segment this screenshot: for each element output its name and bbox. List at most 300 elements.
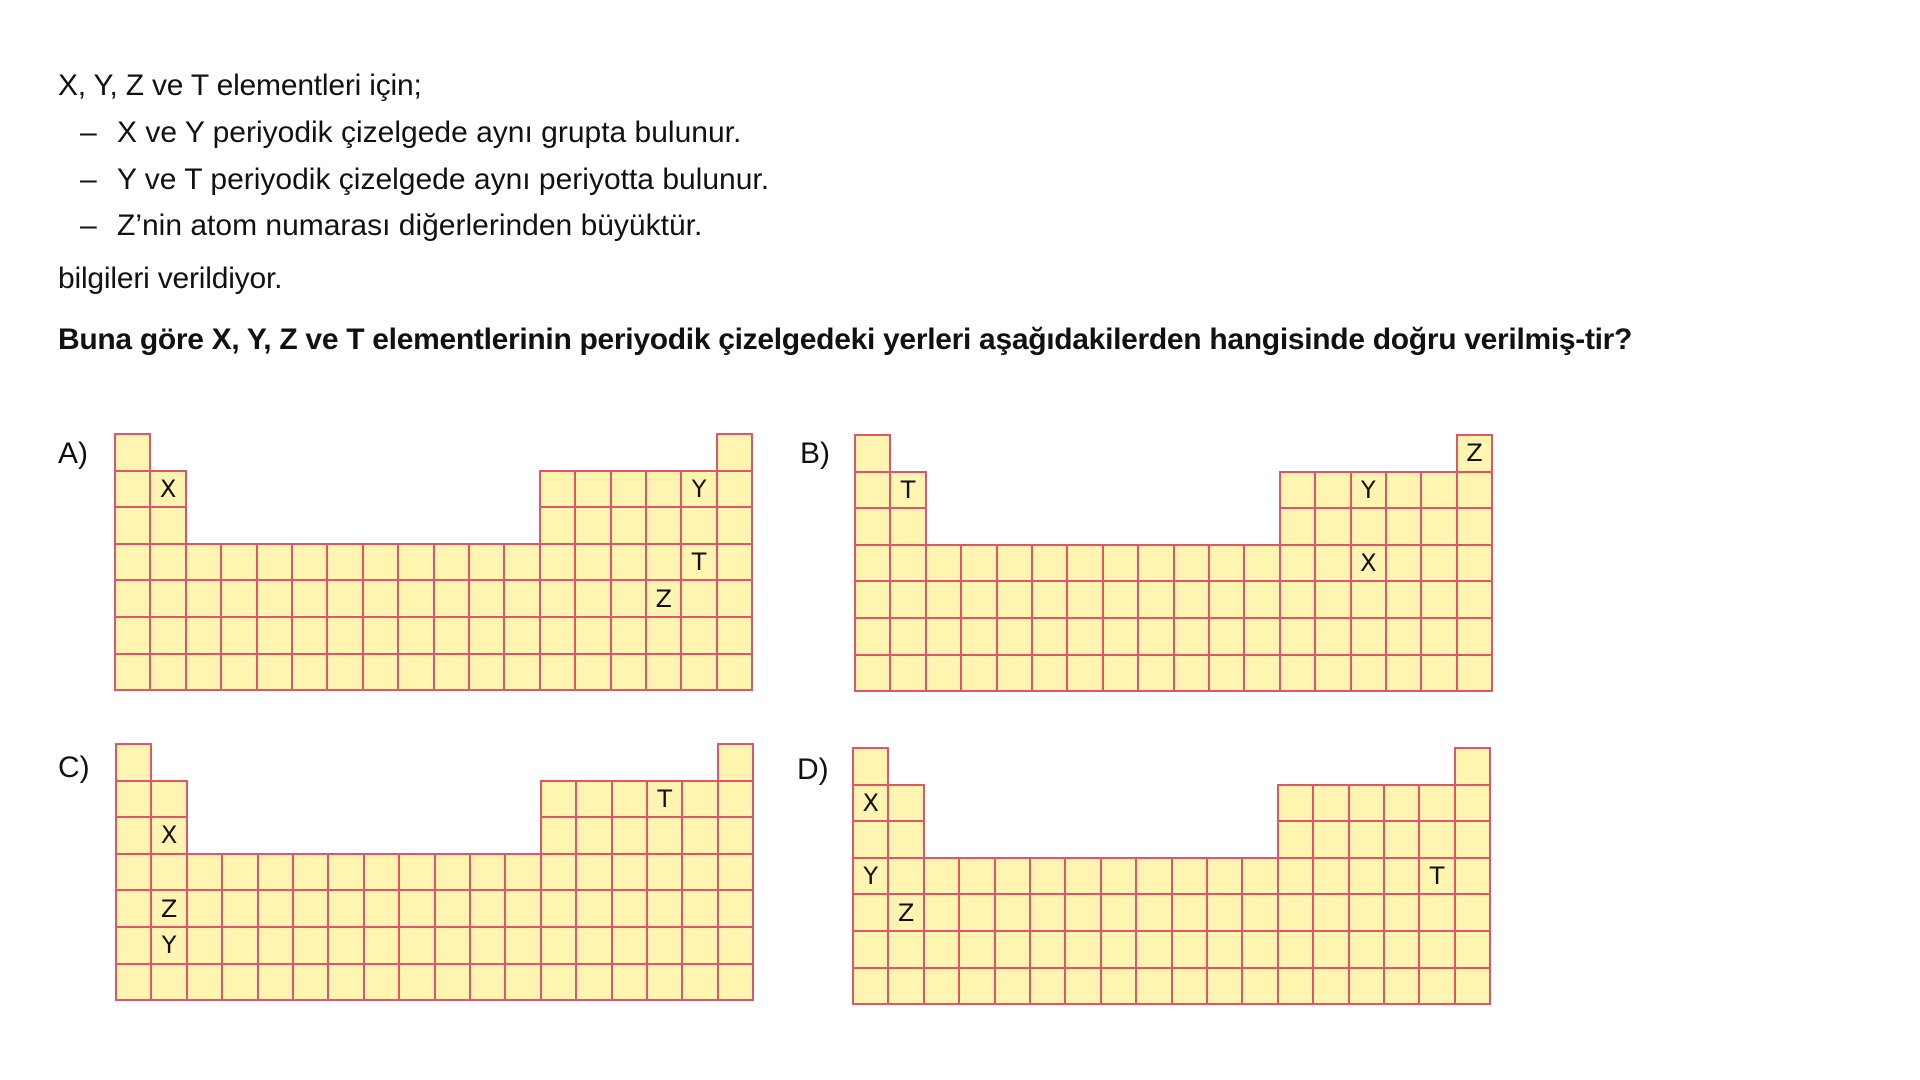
table-cell [1277,820,1314,859]
table-cell [1066,580,1103,619]
table-cell [469,853,506,892]
table-cell [1064,893,1101,932]
table-cell [1206,893,1243,932]
table-cell [575,780,612,819]
table-cell [1420,580,1457,619]
table-cell [1100,857,1137,896]
table-cell [854,507,891,546]
table-cell [852,820,889,859]
periodic-table-option-d[interactable] [853,748,1490,1004]
dash-bullet: – [80,116,97,149]
table-cell [1279,544,1316,583]
table-cell [1454,893,1491,932]
table-cell [960,580,997,619]
table-cell [1031,654,1068,693]
table-cell [610,579,647,618]
table-cell [1314,580,1351,619]
table-cell [326,653,363,692]
table-cell [1348,893,1385,932]
table-cell [1454,820,1491,859]
table-cell [889,654,926,693]
table-cell [1137,544,1174,583]
dash-bullet: – [80,163,97,196]
table-cell [610,543,647,582]
table-cell [1312,820,1349,859]
table-cell [681,889,718,928]
table-cell [1348,820,1385,859]
element-cell-y: Y [1350,471,1387,510]
table-cell [503,579,540,618]
table-cell [1314,507,1351,546]
table-cell [1383,857,1420,896]
table-cell [854,654,891,693]
table-cell [1066,617,1103,656]
dash-bullet: – [80,209,97,242]
table-cell [1383,893,1420,932]
table-cell [958,930,995,969]
table-cell [1385,507,1422,546]
table-cell [1135,967,1172,1006]
table-cell [1312,893,1349,932]
table-cell [1312,784,1349,823]
table-cell [468,616,505,655]
table-cell [852,930,889,969]
element-cell-x: X [852,784,889,823]
periodic-table-option-a[interactable] [115,434,752,690]
table-cell [114,653,151,692]
table-cell [221,963,258,1002]
table-cell [1456,654,1493,693]
table-cell [994,930,1031,969]
table-cell [925,580,962,619]
table-cell [680,616,717,655]
table-cell [398,853,435,892]
table-cell [889,580,926,619]
table-cell [150,853,187,892]
element-cell-y: Y [150,926,187,965]
table-cell [149,506,186,545]
table-cell [504,926,541,965]
table-cell [504,853,541,892]
table-cell [540,780,577,819]
table-cell [1208,580,1245,619]
table-cell [1135,930,1172,969]
table-cell [1277,784,1314,823]
table-cell [433,616,470,655]
table-cell [434,853,471,892]
table-cell [539,579,576,618]
table-cell [1383,820,1420,859]
table-cell [887,820,924,859]
table-cell [854,471,891,510]
table-cell [1420,544,1457,583]
table-cell [1348,967,1385,1006]
table-cell [1314,471,1351,510]
table-cell [1350,507,1387,546]
table-cell [539,470,576,509]
table-cell [1066,544,1103,583]
element-cell-z: Z [1456,434,1493,473]
table-cell [1102,617,1139,656]
table-cell [1385,654,1422,693]
table-cell [397,543,434,582]
table-cell [717,816,754,855]
table-cell [1279,507,1316,546]
table-cell [291,579,328,618]
option-label-c[interactable]: C) [58,751,90,784]
table-cell [1029,857,1066,896]
table-cell [717,963,754,1002]
table-cell [717,889,754,928]
table-cell [327,889,364,928]
table-cell [1064,857,1101,896]
table-cell [1173,617,1210,656]
table-cell [854,434,891,473]
table-cell [716,506,753,545]
table-cell [1206,930,1243,969]
table-cell [646,889,683,928]
table-cell [887,784,924,823]
table-cell [1418,967,1455,1006]
table-cell [854,544,891,583]
table-cell [256,616,293,655]
table-cell [1066,654,1103,693]
table-cell [540,853,577,892]
table-cell [1241,967,1278,1006]
element-cell-z: Z [150,889,187,928]
table-cell [115,889,152,928]
table-cell [852,893,889,932]
table-cell [1383,930,1420,969]
element-cell-x: X [150,816,187,855]
table-cell [681,780,718,819]
table-cell [994,857,1031,896]
table-cell [149,616,186,655]
table-cell [1029,930,1066,969]
table-cell [256,653,293,692]
table-cell [256,579,293,618]
table-cell [854,580,891,619]
table-cell [114,543,151,582]
table-cell [185,653,222,692]
table-cell [539,543,576,582]
table-cell [717,743,754,782]
table-cell [1279,654,1316,693]
table-cell [1100,893,1137,932]
table-cell [645,470,682,509]
table-cell [994,967,1031,1006]
element-cell-z: Z [645,579,682,618]
table-cell [996,580,1033,619]
table-cell [610,616,647,655]
table-cell [115,816,152,855]
table-cell [717,780,754,819]
table-cell [958,967,995,1006]
table-cell [1208,544,1245,583]
table-cell [1277,967,1314,1006]
table-cell [539,506,576,545]
question-prompt: Buna göre X, Y, Z ve T elementlerinin periyodik çizelgedeki yerleri aşağıdakilerden hangisinde doğru verilmiş-tir? [58,323,1633,356]
element-cell-t: T [1418,857,1455,896]
table-cell [1312,967,1349,1006]
table-cell [1137,654,1174,693]
table-cell [468,543,505,582]
table-cell [574,653,611,692]
table-cell [1350,617,1387,656]
table-cell [923,930,960,969]
table-cell [681,926,718,965]
table-cell [1418,893,1455,932]
table-cell [646,853,683,892]
table-cell [186,926,223,965]
table-cell [925,654,962,693]
option-label-b[interactable]: B) [800,437,830,470]
table-cell [1456,507,1493,546]
table-cell [1064,930,1101,969]
element-cell-t: T [680,543,717,582]
table-cell [1314,654,1351,693]
table-cell [681,853,718,892]
element-cell-t: T [889,471,926,510]
table-cell [540,926,577,965]
table-cell [1241,857,1278,896]
table-cell [1418,820,1455,859]
table-cell [852,747,889,786]
table-cell [1385,580,1422,619]
table-cell [575,853,612,892]
table-cell [1383,967,1420,1006]
table-cell [1385,617,1422,656]
table-cell [575,889,612,928]
table-cell [1454,930,1491,969]
table-cell [681,963,718,1002]
table-cell [539,616,576,655]
table-cell [610,470,647,509]
table-cell [1456,617,1493,656]
table-cell [292,926,329,965]
table-cell [1173,580,1210,619]
table-cell [960,617,997,656]
table-cell [1312,930,1349,969]
table-cell [1312,857,1349,896]
table-cell [1102,580,1139,619]
table-cell [645,653,682,692]
table-cell [716,433,753,472]
table-cell [889,544,926,583]
table-cell [716,543,753,582]
table-cell [887,857,924,896]
table-cell [923,967,960,1006]
table-cell [1243,617,1280,656]
table-cell [540,889,577,928]
table-cell [363,889,400,928]
table-cell [327,926,364,965]
table-cell [1314,544,1351,583]
table-cell [611,963,648,1002]
table-cell [434,963,471,1002]
table-cell [221,889,258,928]
table-cell [1279,580,1316,619]
table-cell [1420,617,1457,656]
table-cell [645,543,682,582]
table-cell [1383,784,1420,823]
table-cell [716,470,753,509]
table-cell [1137,580,1174,619]
table-cell [1277,857,1314,896]
table-cell [362,653,399,692]
table-cell [433,653,470,692]
periodic-table-option-b[interactable] [855,435,1492,691]
table-cell [1173,544,1210,583]
table-cell [220,616,257,655]
table-cell [1350,580,1387,619]
option-label-d[interactable]: D) [797,753,829,786]
table-cell [889,507,926,546]
table-cell [923,857,960,896]
table-cell [1454,857,1491,896]
table-cell [1243,544,1280,583]
table-cell [257,853,294,892]
table-cell [1456,580,1493,619]
table-cell [1279,617,1316,656]
table-cell [185,616,222,655]
table-cell [433,543,470,582]
table-cell [1206,967,1243,1006]
table-cell [646,963,683,1002]
table-cell [185,579,222,618]
table-cell [149,653,186,692]
table-cell [1206,857,1243,896]
table-cell [114,433,151,472]
table-cell [363,963,400,1002]
table-cell [1279,471,1316,510]
table-cell [646,816,683,855]
table-cell [994,893,1031,932]
table-cell [186,889,223,928]
table-cell [923,893,960,932]
table-cell [114,470,151,509]
table-cell [1029,893,1066,932]
table-cell [574,506,611,545]
table-cell [1171,930,1208,969]
element-cell-y: Y [680,470,717,509]
table-cell [680,579,717,618]
table-cell [996,654,1033,693]
table-cell [575,816,612,855]
element-cell-z: Z [887,893,924,932]
table-cell [925,544,962,583]
periodic-table-option-c[interactable] [116,744,753,1000]
table-cell [887,967,924,1006]
table-cell [854,617,891,656]
table-cell [958,893,995,932]
table-cell [468,653,505,692]
table-cell [1031,544,1068,583]
table-cell [327,963,364,1002]
table-cell [220,543,257,582]
table-cell [540,963,577,1002]
table-cell [363,853,400,892]
table-cell [610,653,647,692]
table-cell [433,579,470,618]
element-cell-x: X [1350,544,1387,583]
table-cell [221,926,258,965]
table-cell [115,926,152,965]
element-cell-x: X [149,470,186,509]
table-cell [221,853,258,892]
table-cell [1420,507,1457,546]
table-cell [220,579,257,618]
table-cell [1420,471,1457,510]
table-cell [646,926,683,965]
table-cell [150,780,187,819]
table-cell [434,926,471,965]
table-cell [115,853,152,892]
table-cell [1171,893,1208,932]
table-cell [611,926,648,965]
table-cell [1456,544,1493,583]
table-cell [996,544,1033,583]
table-cell [716,653,753,692]
table-cell [149,543,186,582]
table-cell [611,889,648,928]
table-cell [503,653,540,692]
table-cell [1064,967,1101,1006]
table-cell [1241,893,1278,932]
table-cell [1208,617,1245,656]
table-cell [114,506,151,545]
bullet-text: X ve Y periyodik çizelgede aynı grupta bulunur. [117,116,742,149]
table-cell [292,889,329,928]
table-cell [1100,967,1137,1006]
bullet-text: Y ve T periyodik çizelgede aynı periyotta bulunur. [117,163,770,196]
table-cell [256,543,293,582]
table-cell [398,926,435,965]
table-cell [680,506,717,545]
table-cell [889,617,926,656]
table-cell [681,816,718,855]
option-label-a[interactable]: A) [58,437,88,470]
table-cell [611,816,648,855]
table-cell [1418,930,1455,969]
table-cell [291,653,328,692]
table-cell [1243,580,1280,619]
table-cell [186,963,223,1002]
table-cell [1420,654,1457,693]
table-cell [1171,967,1208,1006]
table-cell [1348,930,1385,969]
outro-text: bilgileri verildiyor. [58,262,283,295]
table-cell [1454,747,1491,786]
table-cell [504,963,541,1002]
table-cell [887,930,924,969]
table-cell [362,543,399,582]
table-cell [1456,471,1493,510]
table-cell [716,579,753,618]
table-cell [1208,654,1245,693]
table-cell [468,579,505,618]
table-cell [326,616,363,655]
table-cell [434,889,471,928]
table-cell [960,654,997,693]
table-cell [540,816,577,855]
table-cell [1241,930,1278,969]
intro-text: X, Y, Z ve T elementleri için; [58,69,422,102]
table-cell [469,963,506,1002]
table-cell [326,579,363,618]
table-cell [469,889,506,928]
table-cell [1031,580,1068,619]
